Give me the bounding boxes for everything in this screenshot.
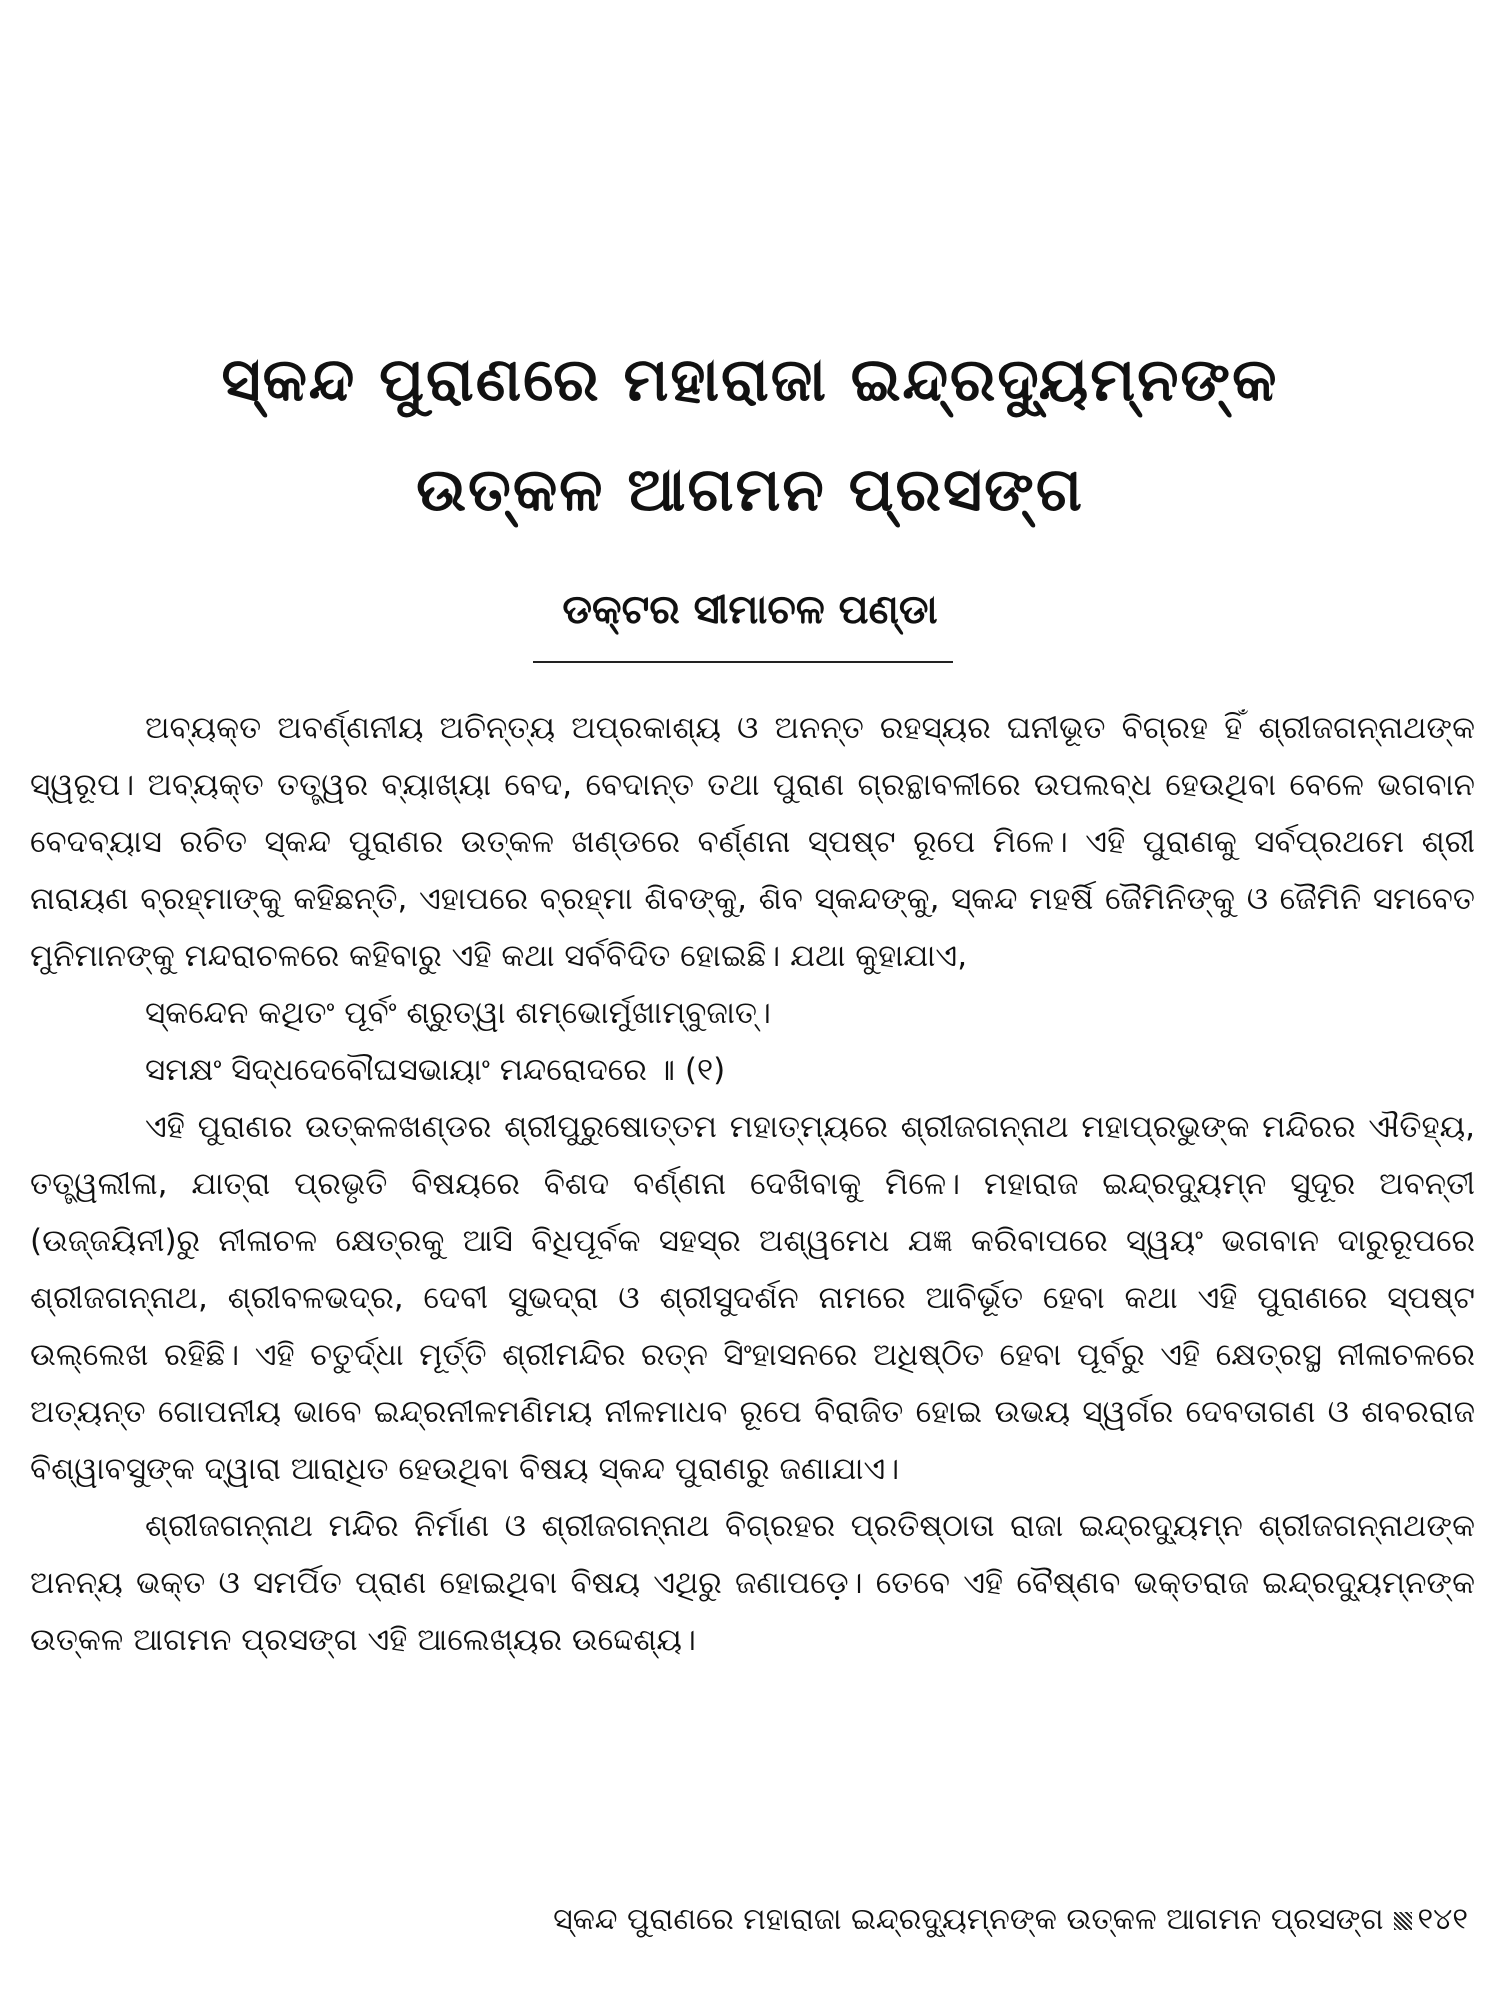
author-name: ଡକ୍ଟର ସୀମାଚଳ ପଣ୍ଡା [562,587,938,633]
running-title: ସ୍କନ୍ଦ ପୁରାଣରେ ମହାରାଜା ଇନ୍ଦ୍ରଦ୍ୟୁମ୍ନଙ୍କ ଉତ୍କଳ ଆଗମନ ପ୍ରସଙ୍ଗ [553,1902,1384,1937]
article-body [30,700,1475,1669]
author-underline [533,661,953,663]
article-title-line-2: ଉତ୍କଳ ଆଗମନ ପ୍ରସଙ୍ଗ [416,455,1084,525]
page-footer [553,1900,1468,1940]
verse-line-2: ସମକ୍ଷଂ ସିଦ୍ଧଦେବୌଘସଭାୟାଂ ମନ୍ଦରୋଦରେ ॥ (୧) [145,1052,726,1088]
article-title-line-1: ସ୍କନ୍ଦ ପୁରାଣରେ ମହାରାଜା ଇନ୍ଦ୍ରଦ୍ୟୁମ୍ନଙ୍କ [221,345,1279,415]
paragraph-1: ଅବ୍ୟକ୍ତ ଅବର୍ଣ୍ଣନୀୟ ଅଚିନ୍ତ୍ୟ ଅପ୍ରକାଶ୍ୟ ଓ ଅନନ୍ତ ରହସ୍ୟର ଘନୀଭୂତ ବିଗ୍ରହ ହିଁ ଶ୍ରୀଜଗନ୍ନାଥଙ୍କ ସ୍ୱରୂପ। ଅବ୍ୟକ୍ତ ତତ୍ତ୍ୱର ବ୍ୟାଖ୍ୟା ବେଦ, ବେଦାନ୍ତ ତଥା ପୁରାଣ ଗ୍ରନ୍ଥାବଳୀରେ ଉପଲବ୍ଧ ହେଉଥିବା ବେଳେ ଭଗବାନ ବେଦବ୍ୟାସ ରଚିତ ସ୍କନ୍ଦ ପୁରାଣର ଉତ୍କଳ ଖଣ୍ଡରେ ବର୍ଣ୍ଣନା ସ୍ପଷ୍ଟ ରୂପେ ମିଳେ। ଏହି ପୁରାଣକୁ ସର୍ବପ୍ରଥମେ ଶ୍ରୀ ନାରାୟଣ ବ୍ରହ୍ମାଙ୍କୁ କହିଛନ୍ତି, ଏହାପରେ ବ୍ରହ୍ମା ଶିବଙ୍କୁ, ଶିବ ସ୍କନ୍ଦଙ୍କୁ, ସ୍କନ୍ଦ ମହର୍ଷି ଜୈମିନିଙ୍କୁ ଓ ଜୈମିନି ସମବେତ ମୁନିମାନଙ୍କୁ ମନ୍ଦରାଚଳରେ କହିବାରୁ ଏହି କଥା ସର୍ବବିଦିତ ହୋଇଛି। ଯଥା କୁହାଯାଏ, [30,710,1475,974]
paragraph-2: ଏହି ପୁରାଣର ଉତ୍କଳଖଣ୍ଡର ଶ୍ରୀପୁରୁଷୋତ୍ତମ ମହାତ୍ମ୍ୟରେ ଶ୍ରୀଜଗନ୍ନାଥ ମହାପ୍ରଭୁଙ୍କ ମନ୍ଦିରର ଐତିହ୍ୟ, ତତ୍ତ୍ୱଲୀଳା, ଯାତ୍ରା ପ୍ରଭୃତି ବିଷୟରେ ବିଶଦ ବର୍ଣ୍ଣନା ଦେଖିବାକୁ ମିଳେ। ମହାରାଜ ଇନ୍ଦ୍ରଦ୍ୟୁମ୍ନ ସୁଦୂର ଅବନ୍ତୀ (ଉଜ୍ଜୟିନୀ)ରୁ ନୀଳାଚଳ କ୍ଷେତ୍ରକୁ ଆସି ବିଧିପୂର୍ବକ ସହସ୍ର ଅଶ୍ୱମେଧ ଯଜ୍ଞ କରିବାପରେ ସ୍ୱୟଂ ଭଗବାନ ଦାରୁରୂପରେ ଶ୍ରୀଜଗନ୍ନାଥ, ଶ୍ରୀବଳଭଦ୍ର, ଦେବୀ ସୁଭଦ୍ରା ଓ ଶ୍ରୀସୁଦର୍ଶନ ନାମରେ ଆବିର୍ଭୂତ ହେବା କଥା ଏହି ପୁରାଣରେ ସ୍ପଷ୍ଟ ଉଲ୍ଲେଖ ରହିଛି। ଏହି ଚତୁର୍ଦ୍ଧା ମୂର୍ତ୍ତି ଶ୍ରୀମନ୍ଦିର ରତ୍ନ ସିଂହାସନରେ ଅଧିଷ୍ଠିତ ହେବା ପୂର୍ବରୁ ଏହି କ୍ଷେତ୍ରସ୍ଥ ନୀଳାଚଳରେ ଅତ୍ୟନ୍ତ ଗୋପନୀୟ ଭାବେ ଇନ୍ଦ୍ରନୀଳମଣିମୟ ନୀଳମାଧବ ରୂପେ ବିରାଜିତ ହୋଇ ଉଭୟ ସ୍ୱର୍ଗର ଦେବତାଗଣ ଓ ଶବରରାଜ ବିଶ୍ୱାବସୁଙ୍କ ଦ୍ୱାରା ଆରାଧିତ ହେଉଥିବା ବିଷୟ ସ୍କନ୍ଦ ପୁରାଣରୁ ଜଣାଯାଏ। [30,1109,1475,1487]
verse-line-1: ସ୍କନ୍ଦେନ କଥିତଂ ପୂର୍ବଂ ଶ୍ରୁତ୍ୱା ଶମ୍ଭୋର୍ମୁଖାମ୍ବୁଜାତ୍। [145,995,771,1031]
page-number: ୧୪୧ [1417,1902,1468,1937]
ornament-icon [1394,1912,1412,1930]
paragraph-3: ଶ୍ରୀଜଗନ୍ନାଥ ମନ୍ଦିର ନିର୍ମାଣ ଓ ଶ୍ରୀଜଗନ୍ନାଥ ବିଗ୍ରହର ପ୍ରତିଷ୍ଠାତା ରାଜା ଇନ୍ଦ୍ରଦ୍ୟୁମ୍ନ ଶ୍ରୀଜଗନ୍ନାଥଙ୍କ ଅନନ୍ୟ ଭକ୍ତ ଓ ସମର୍ପିତ ପ୍ରାଣ ହୋଇଥିବା ବିଷୟ ଏଥିରୁ ଜଣାପଡ଼େ। ତେବେ ଏହି ବୈଷ୍ଣବ ଭକ୍ତରାଜ ଇନ୍ଦ୍ରଦ୍ୟୁମ୍ନଙ୍କ ଉତ୍କଳ ଆଗମନ ପ୍ରସଙ୍ଗ ଏହି ଆଲେଖ୍ୟର ଉଦ୍ଦେଶ୍ୟ। [30,1508,1475,1658]
